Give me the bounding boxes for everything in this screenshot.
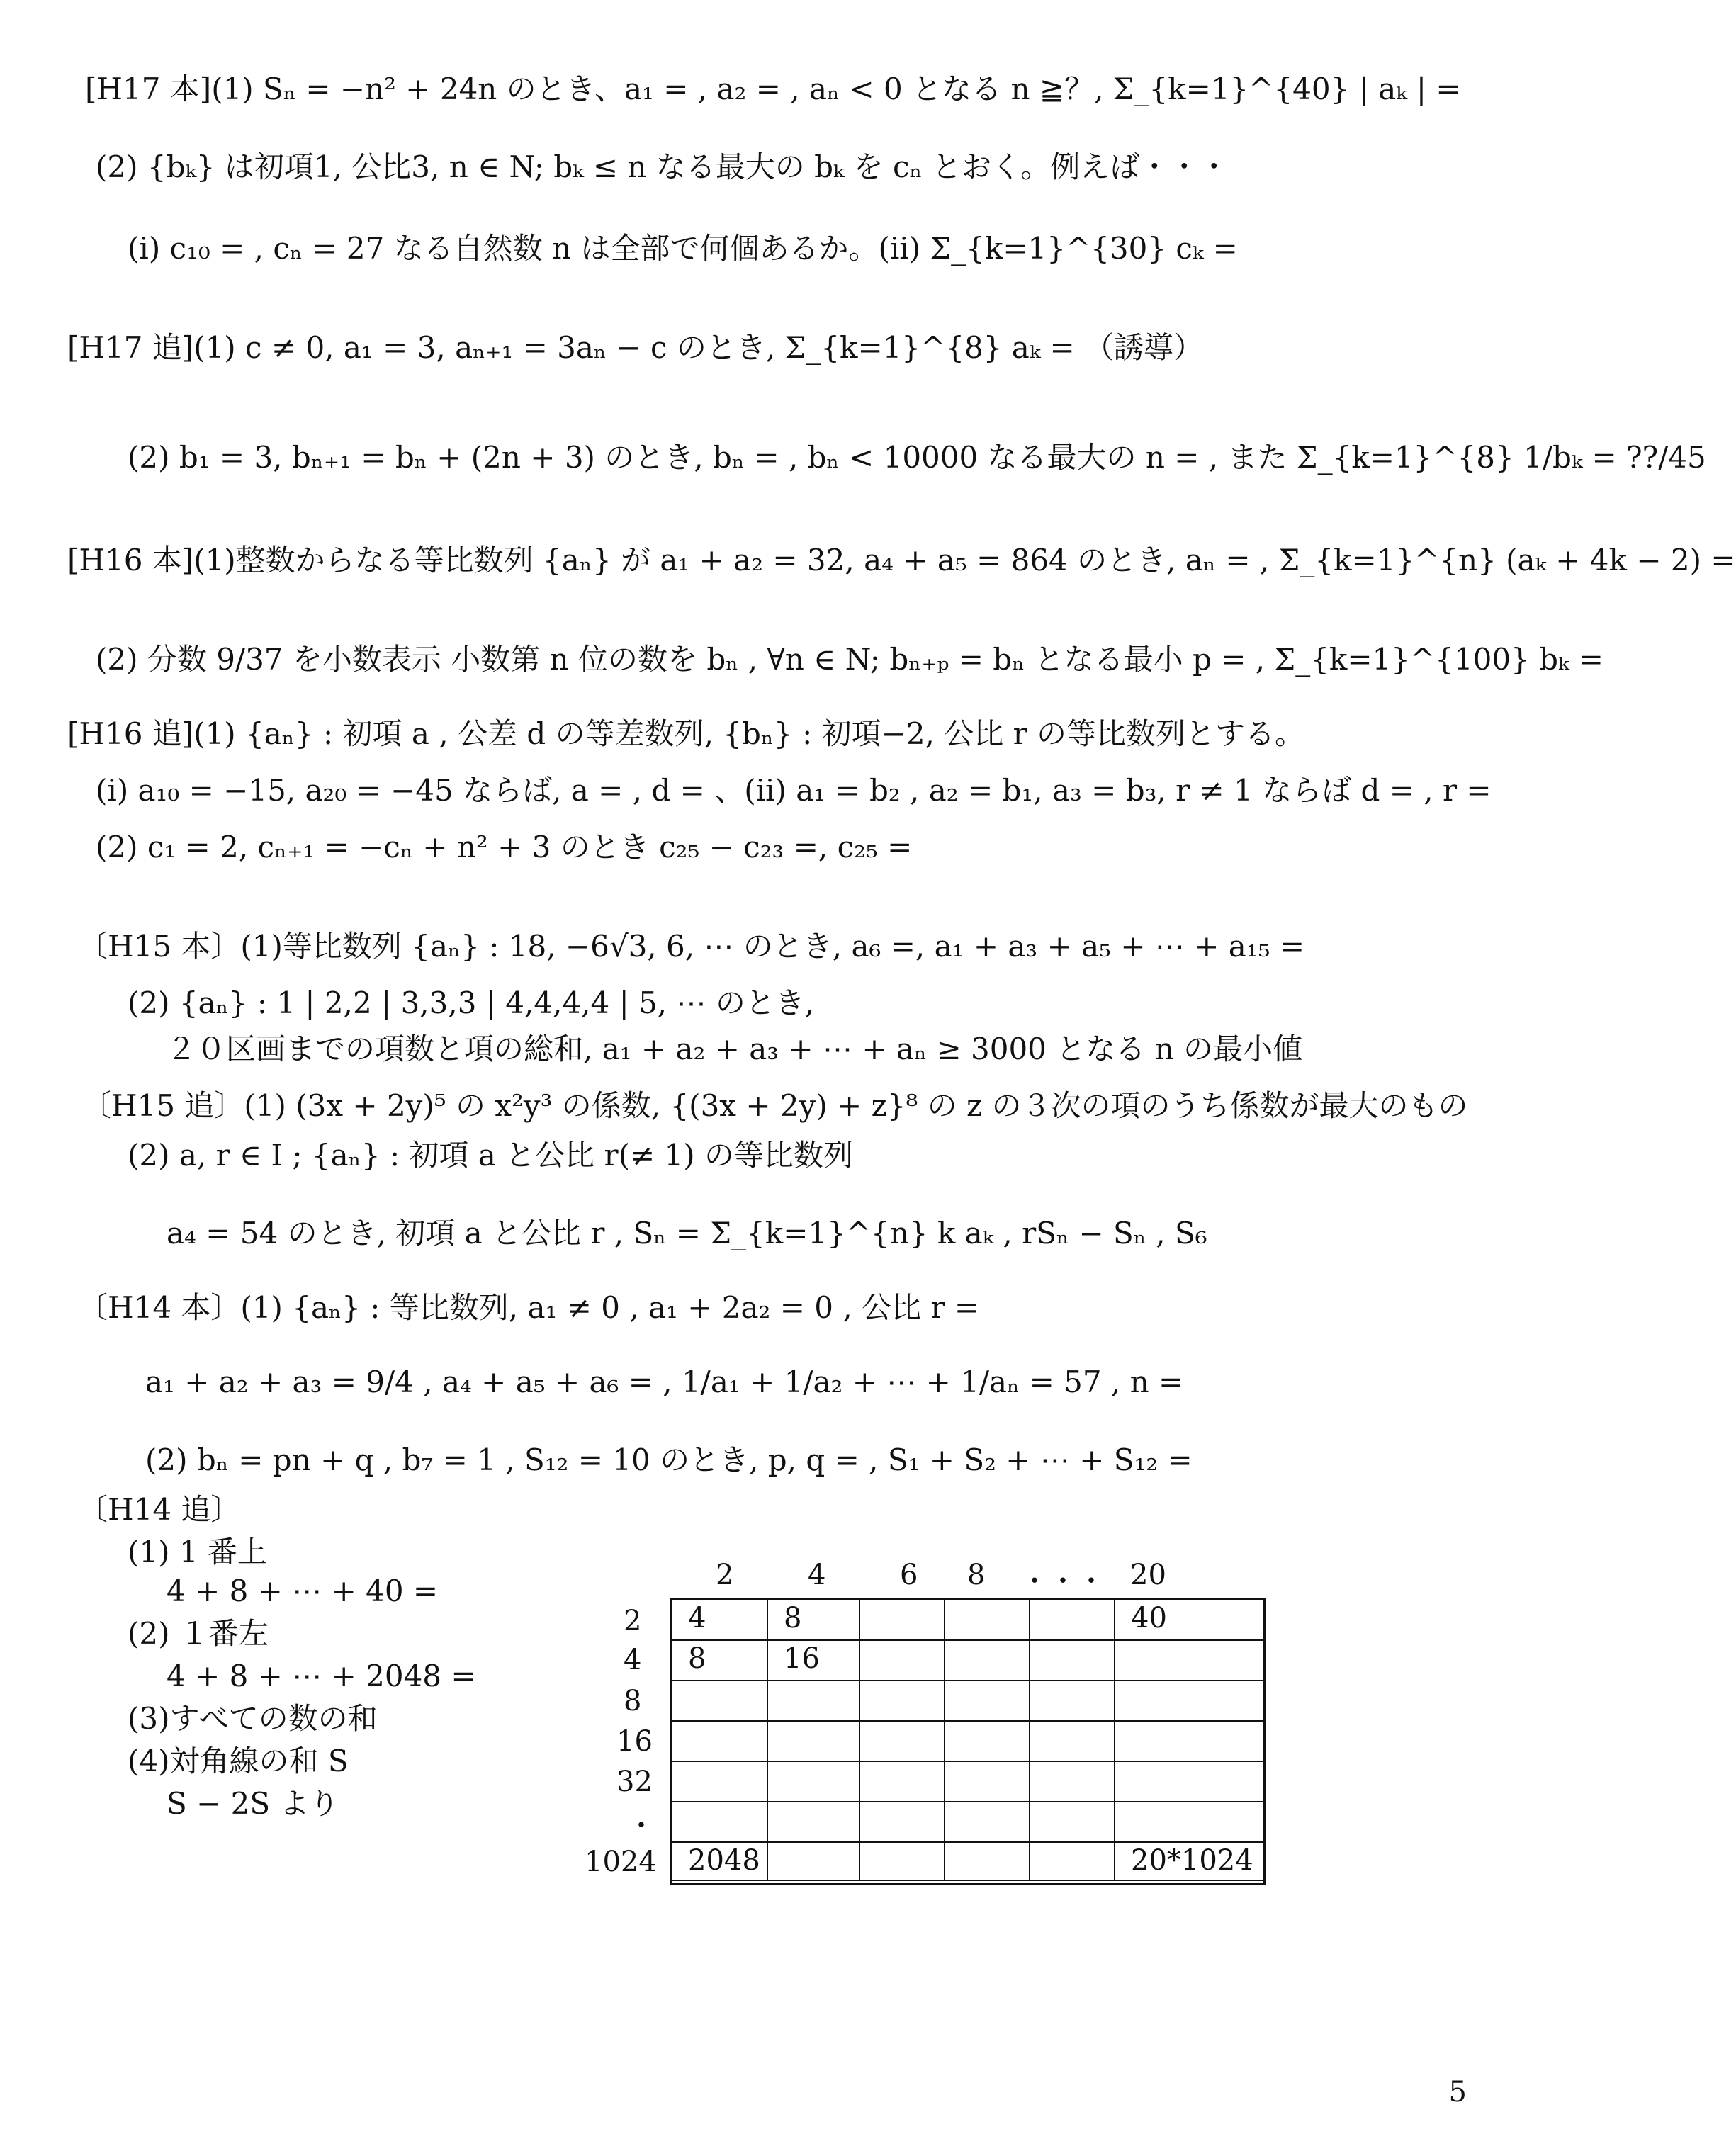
grid-cell	[945, 1640, 1030, 1681]
problem-h14-supp-heading: 〔H14 追〕	[78, 1492, 241, 1527]
grid-cell	[767, 1681, 859, 1721]
grid-cell	[1115, 1681, 1263, 1721]
grid-cell	[859, 1600, 945, 1640]
problem-h17-supp-2: (2) b₁ = 3, bₙ₊₁ = bₙ + (2n + 3) のとき, bₙ = , bₙ < 10000 なる最大の n = , また Σ_{k=1}^{8} 1/bₖ = ??/45	[128, 440, 1706, 475]
grid-cell	[767, 1842, 859, 1881]
problem-h17-main-1: [H17 本](1) Sₙ = −n² + 24n のとき、a₁ = , a₂ = , aₙ < 0 となる n ≧？, Σ_{k=1}^{40} | aₖ | =	[85, 72, 1461, 106]
grid-cell	[1115, 1640, 1263, 1681]
problem-h16-main-2: (2) 分数 9/37 を小数表示 小数第 n 位の数を bₙ , ∀n ∈ N; bₙ₊ₚ = bₙ となる最小 p = , Σ_{k=1}^{100} bₖ =	[96, 642, 1603, 677]
problem-h14-supp-2-expr: 4 + 8 + ⋯ + 2048 =	[167, 1659, 476, 1693]
grid-cell	[1115, 1761, 1263, 1802]
grid-cell	[1115, 1802, 1263, 1842]
page-number: 5	[1448, 2076, 1467, 2108]
problem-h15-supp-2: (2) a, r ∈ I ; {aₙ} : 初項 a と公比 r(≠ 1) の等比数列	[128, 1138, 853, 1173]
problem-h16-main-1: [H16 本](1)整数からなる等比数列 {aₙ} が a₁ + a₂ = 32, a₄ + a₅ = 864 のとき, aₙ = , Σ_{k=1}^{n} (aₖ + 4k − 2) =	[67, 543, 1736, 577]
grid-cell	[1030, 1600, 1115, 1640]
grid-cell	[767, 1721, 859, 1761]
grid-row-header: 16	[616, 1725, 653, 1758]
grid-cell	[1030, 1721, 1115, 1761]
problem-h14-supp-2: (2) １番左	[128, 1616, 269, 1651]
grid-cell	[859, 1640, 945, 1681]
problem-h16-supp-1-sub: (ⅰ) a₁₀ = −15, a₂₀ = −45 ならば, a = , d = 、(ⅱ) a₁ = b₂ , a₂ = b₁, a₃ = b₃, r ≠ 1 ならば d = , r =	[96, 773, 1492, 808]
grid-cell	[767, 1802, 859, 1842]
grid-row-header: ・	[627, 1810, 655, 1842]
grid-cell	[945, 1802, 1030, 1842]
grid-cell	[859, 1802, 945, 1842]
problem-h14-main-1: 〔H14 本〕(1) {aₙ} : 等比数列, a₁ ≠ 0 , a₁ + 2a₂ = 0 , 公比 r =	[78, 1290, 980, 1325]
problem-h16-supp-2: (2) c₁ = 2, cₙ₊₁ = −cₙ + n² + 3 のとき c₂₅ − c₂₃ =, c₂₅ =	[96, 830, 913, 864]
grid-cell	[767, 1761, 859, 1802]
grid-cell	[945, 1721, 1030, 1761]
grid-cell	[1115, 1721, 1263, 1761]
grid-cell	[945, 1681, 1030, 1721]
problem-h14-supp-4-expr: S − 2S より	[167, 1786, 339, 1821]
grid-cell: 8	[672, 1640, 767, 1681]
grid-cell	[1030, 1681, 1115, 1721]
problem-h17-supp-1: [H17 追](1) c ≠ 0, a₁ = 3, aₙ₊₁ = 3aₙ − c のとき, Σ_{k=1}^{8} aₖ = （誘導）	[67, 330, 1204, 365]
grid-row-header: 4	[624, 1644, 642, 1676]
grid-row-header: 2	[624, 1605, 642, 1637]
grid-row-header: 1024	[585, 1846, 657, 1878]
grid-cell	[1030, 1761, 1115, 1802]
problem-h17-main-2-sub: (ⅰ) c₁₀ = , cₙ = 27 なる自然数 n は全部で何個あるか。(ⅱ) Σ_{k=1}^{30} cₖ =	[128, 231, 1238, 266]
grid-col-header: 8	[967, 1559, 986, 1591]
grid-cell	[945, 1600, 1030, 1640]
grid-cell: 8	[767, 1600, 859, 1640]
grid-col-header: 2	[716, 1559, 734, 1591]
grid-cell	[672, 1761, 767, 1802]
number-grid	[670, 1598, 1266, 1885]
grid-cell	[945, 1842, 1030, 1881]
grid-cell	[672, 1802, 767, 1842]
grid-cell: 16	[767, 1640, 859, 1681]
grid-col-header: 20	[1130, 1559, 1166, 1591]
grid-cell	[859, 1761, 945, 1802]
problem-h14-supp-4: (4)対角線の和 S	[128, 1744, 349, 1778]
grid-cell: 20*1024	[1115, 1842, 1263, 1881]
problem-h14-supp-1: (1) 1 番上	[128, 1535, 267, 1569]
grid-cell	[945, 1761, 1030, 1802]
grid-cell	[672, 1681, 767, 1721]
problem-h17-main-2: (2) {bₖ} は初項1, 公比3, n ∈ N; bₖ ≤ n なる最大の bₖ を cₙ とおく。例えば・・・	[96, 149, 1229, 184]
problem-h14-supp-3: (3)すべての数の和	[128, 1701, 378, 1736]
problem-h14-supp-1-expr: 4 + 8 + ⋯ + 40 =	[167, 1574, 439, 1608]
grid-cell: 40	[1115, 1600, 1263, 1640]
grid-cell	[1030, 1802, 1115, 1842]
problem-h15-main-2: (2) {aₙ} : 1 | 2,2 | 3,3,3 | 4,4,4,4 | 5, ⋯ のとき,	[128, 986, 815, 1020]
grid-cell	[859, 1842, 945, 1881]
grid-col-header: ・・・	[1020, 1565, 1105, 1598]
problem-h16-supp-1: [H16 追](1) {aₙ} : 初項 a , 公差 d の等差数列, {bₙ} : 初項−2, 公比 r の等比数列とする。	[67, 716, 1305, 751]
grid-cell	[672, 1721, 767, 1761]
grid-row-header: 8	[624, 1685, 642, 1717]
grid-col-header: 6	[900, 1559, 918, 1591]
problem-h15-main-2-sub: ２０区画までの項数と項の総和, a₁ + a₂ + a₃ + ⋯ + aₙ ≥ 3000 となる n の最小値	[167, 1032, 1302, 1066]
problem-h14-main-1-sub: a₁ + a₂ + a₃ = 9/4 , a₄ + a₅ + a₆ = , 1/a₁ + 1/a₂ + ⋯ + 1/aₙ = 57 , n =	[145, 1365, 1184, 1399]
problem-h14-main-2: (2) bₙ = pn + q , b₇ = 1 , S₁₂ = 10 のとき, p, q = , S₁ + S₂ + ⋯ + S₁₂ =	[145, 1443, 1193, 1477]
grid-cell: 2048	[672, 1842, 767, 1881]
grid-cell	[1030, 1842, 1115, 1881]
problem-h15-main-1: 〔H15 本〕(1)等比数列 {aₙ} : 18, −6√3, 6, ⋯ のとき, a₆ =, a₁ + a₃ + a₅ + ⋯ + a₁₅ =	[78, 929, 1305, 964]
grid-cell: 4	[672, 1600, 767, 1640]
grid-cell	[859, 1681, 945, 1721]
problem-h15-supp-1: 〔H15 追〕(1) (3x + 2y)⁵ の x²y³ の係数, {(3x + 2y) + z}⁸ の z の３次の項のうち係数が最大のもの	[81, 1088, 1468, 1123]
problem-h15-supp-2-sub: a₄ = 54 のとき, 初項 a と公比 r , Sₙ = Σ_{k=1}^{n} k aₖ , rSₙ − Sₙ , S₆	[167, 1216, 1207, 1250]
grid-cell	[859, 1721, 945, 1761]
grid-cell	[1030, 1640, 1115, 1681]
grid-row-header: 32	[616, 1766, 653, 1798]
grid-col-header: 4	[808, 1559, 826, 1591]
